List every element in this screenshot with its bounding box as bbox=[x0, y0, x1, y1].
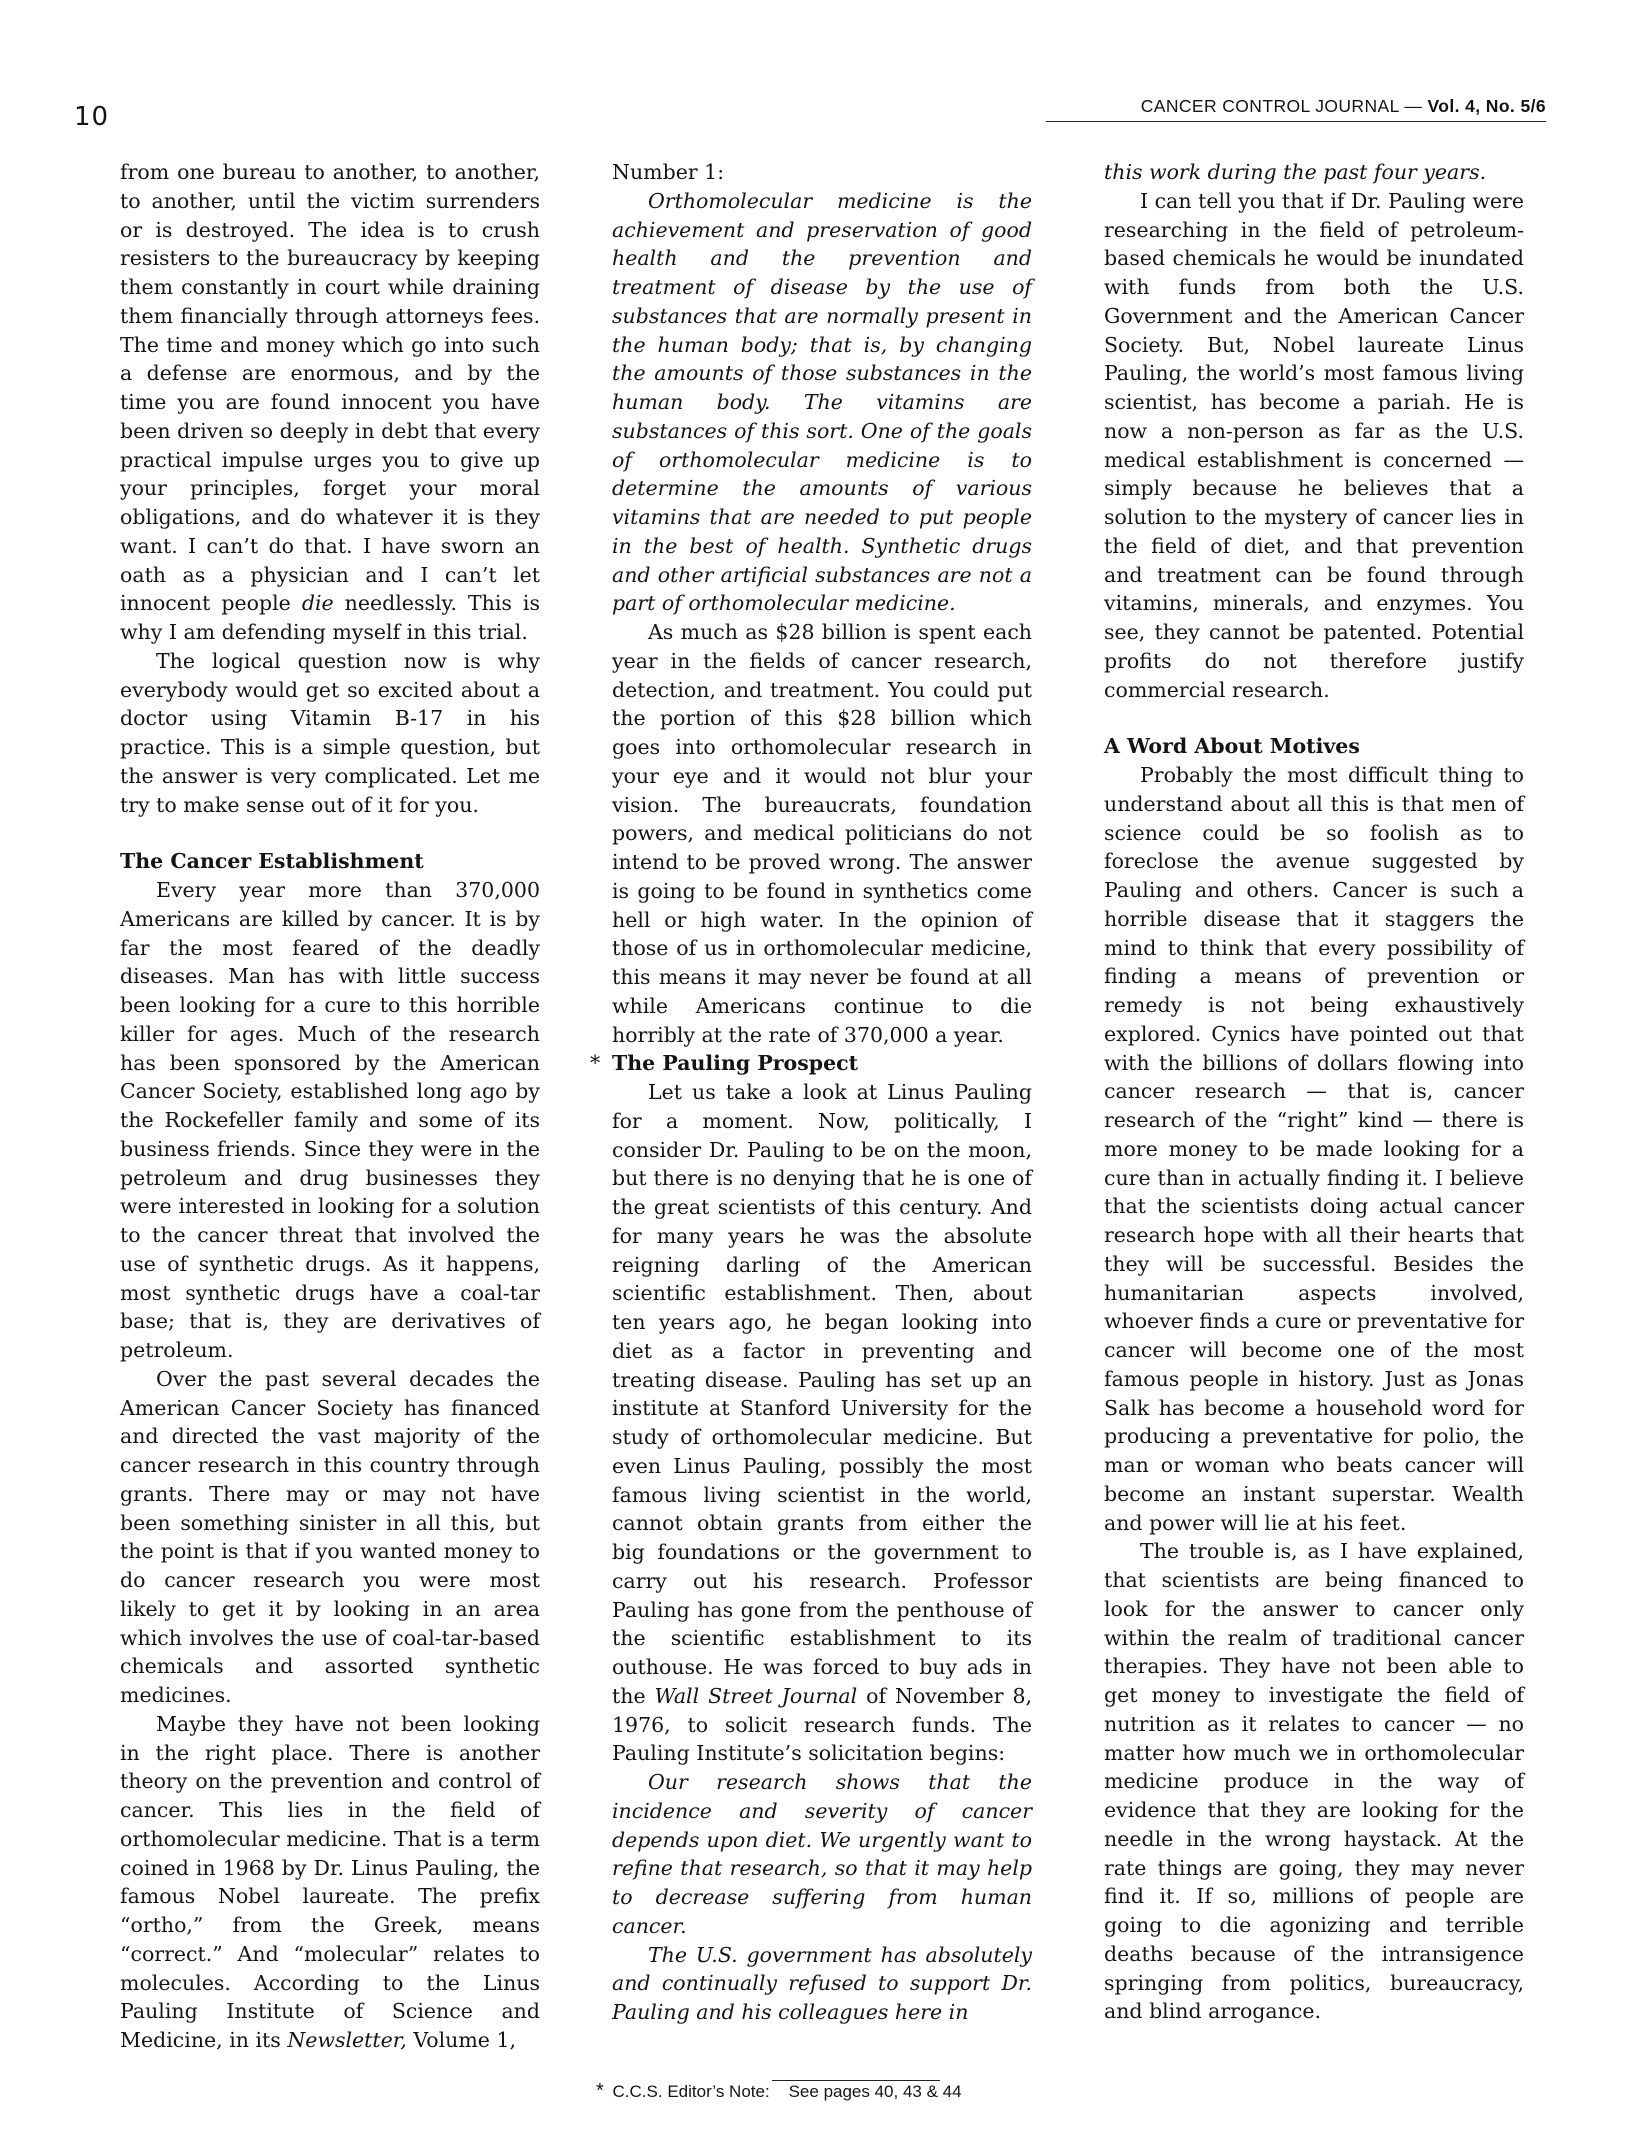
paragraph: Number 1: bbox=[612, 160, 725, 184]
header-rule bbox=[1046, 121, 1546, 122]
section-heading-cancer-establishment: The Cancer Establishment bbox=[120, 849, 424, 874]
quotation: this work during the past four years. bbox=[1104, 160, 1487, 184]
section-heading-pauling-prospect: * The Pauling Prospect bbox=[612, 1049, 1032, 1078]
volume-issue: Vol. 4, No. 5/6 bbox=[1427, 96, 1546, 116]
footnote-marker: * bbox=[590, 1051, 601, 1076]
paragraph: Maybe they have not been looking in the right place. There is another theory on the prevention and control of cancer. This lies in the field of orthomolecular medicine. That is a term coined in 1968 by Dr. Linus Pauling, the famous Nobel laureate. The prefix “ortho,” from the Greek, means “correct.” And “molecular” relates to molecules. According to the Linus Pauling Institute of Science and Medicine, in its Newsletter, Volume 1, bbox=[120, 1711, 540, 2052]
paragraph: Probably the most difficult thing to understand about all this is that men of science could be so foolish as to foreclose the avenue suggested by Pauling and others. Cancer is such a horrible disease that it staggers the mind to think that every possibility of finding a means of prevention or remedy is not being exhaustively explored. Cynics have pointed out that with the billions of dollars flowing into cancer research — that is, cancer research of the “right” kind — there is more money to be made looking for a cure than in actually finding it. I believe that the scientists doing actual cancer research hope with all their hearts that they will be successful. Besides the humanitarian aspects involved, whoever finds a cure or preventative for cancer will become one of the most famous people in history. Just as Jonas Salk has become a household word for producing a preventative for polio, the man or woman who beats cancer will become an instant superstar. Wealth and power will lie at his feet. bbox=[1104, 763, 1524, 1535]
editor-footnote bbox=[596, 2080, 962, 2103]
footnote-text: See pages 40, 43 & 44 bbox=[788, 2082, 962, 2101]
footnote-label: C.C.S. Editor’s Note: bbox=[612, 2082, 770, 2101]
paragraph: As much as $28 billion is spent each year in the fields of cancer research, detection, and treatment. You could put the portion of this $28 billion which goes into orthomolecular research in your eye and it would not blur your vision. The bureaucrats, foundation powers, and medical politicians do not intend to be proved wrong. The answer is going to be found in synthetics come hell or high water. In the opinion of those of us in orthomolecular medicine, this means it may never be found at all while Americans continue to die horribly at the rate of 370,000 a year. bbox=[612, 620, 1032, 1047]
quotation: Orthomolecular medicine is the achievement and preservation of good health and the prevention and treatment of disease by the use of substances that are normally present in the human body; that is, by changing the amounts of those substances in the human body. The vitamins are substances of this sort. One of the goals of orthomolecular medicine is to determine the amounts of various vitamins that are needed to put people in the best of health. Synthetic drugs and other artificial substances are not a part of orthomolecular medicine. bbox=[612, 188, 1032, 616]
footnote-mark: * bbox=[596, 2080, 604, 2102]
paragraph: from one bureau to another, to another, to another, until the victim surrenders or is destroyed. The idea is to crush resisters to the bureaucracy by keeping them constantly in court while draining them financially through attorneys fees. The time and money which go into such a defense are enormous, and by the time you are found innocent you have been driven so deeply in debt that every practical impulse urges you to give up your principles, forget your moral obligations, and do whatever it is they want. I can’t do that. I have sworn an oath as a physician and I can’t let innocent people die needlessly. This is why I am defending myself in this trial. bbox=[120, 160, 540, 644]
column-1 bbox=[120, 158, 540, 2055]
page-number: 10 bbox=[74, 102, 110, 132]
paragraph: Let us take a look at Linus Pauling for a moment. Now, politically, I consider Dr. Pauling to be on the moon, but there is no denying that he is one of the great scientists of this century. And for many years he was the absolute reigning darling of the American scientific establishment. Then, about ten years ago, he began looking into diet as a factor in preventing and treating disease. Pauling has set up an institute at Stanford University for the study of orthomolecular medicine. But even Linus Pauling, possibly the most famous living scientist in the world, cannot obtain grants from either the big foundations or the government to carry out his research. Professor Pauling has gone from the penthouse of the scientific establishment to its outhouse. He was forced to buy ads in the Wall Street Journal of November 8, 1976, to solicit research funds. The Pauling Institute’s solicitation begins: bbox=[612, 1080, 1032, 1766]
column-3 bbox=[1104, 158, 1524, 2026]
paragraph: Over the past several decades the American Cancer Society has financed and directed the vast majority of the cancer research in this country through grants. There may or may not have been something sinister in all this, but the point is that if you wanted money to do cancer research you were most likely to get it by looking in an area which involves the use of coal-tar-based chemicals and assorted synthetic medicines. bbox=[120, 1366, 540, 1707]
quotation: The U.S. government has absolutely and continually refused to support Dr. Pauling and his colleagues here in bbox=[612, 1942, 1032, 2024]
section-heading-word-about-motives: A Word About Motives bbox=[1104, 734, 1360, 759]
paragraph: The logical question now is why everybody would get so excited about a doctor using Vitamin B-17 in his practice. This is a simple question, but the answer is very complicated. Let me try to make sense out of it for you. bbox=[120, 648, 540, 817]
paragraph: Every year more than 370,000 Americans are killed by cancer. It is by far the most feared of the deadly diseases. Man has with little success been looking for a cure to this horrible killer for ages. Much of the research has been sponsored by the American Cancer Society, established long ago by the Rockefeller family and some of its business friends. Since they were in the petroleum and drug businesses they were interested in looking for a solution to the cancer threat that involved the use of synthetic drugs. As it happens, most synthetic drugs have a coal-tar base; that is, they are derivatives of petroleum. bbox=[120, 878, 540, 1362]
column-2 bbox=[590, 158, 1032, 2027]
running-head bbox=[1141, 96, 1546, 117]
journal-title: CANCER CONTROL JOURNAL — bbox=[1140, 96, 1428, 116]
paragraph: I can tell you that if Dr. Pauling were researching in the field of petroleum-based chemicals he would be inundated with funds from both the U.S. Government and the American Cancer Society. But, Nobel laureate Linus Pauling, the world’s most famous living scientist, has become a pariah. He is now a non-person as far as the U.S. medical establishment is concerned — simply because he believes that a solution to the mystery of cancer lies in the field of diet, and that prevention and treatment can be found through vitamins, minerals, and enzymes. You see, they cannot be patented. Potential profits do not therefore justify commercial research. bbox=[1104, 188, 1524, 702]
paragraph: The trouble is, as I have explained, that scientists are being financed to look for the answer to cancer only within the realm of traditional cancer therapies. They have not been able to get money to investigate the field of nutrition as it relates to cancer — no matter how much we in orthomolecular medicine produce in the way of evidence that they are looking for the needle in the wrong haystack. At the rate things are going, they may never find it. If so, millions of people are going to die agonizing and terrible deaths because of the intransigence springing from politics, bureaucracy, and blind arrogance. bbox=[1104, 1539, 1524, 2024]
quotation: Our research shows that the incidence and severity of cancer depends upon diet. We urgently want to refine that research, so that it may help to decrease suffering from human cancer. bbox=[612, 1770, 1032, 1938]
